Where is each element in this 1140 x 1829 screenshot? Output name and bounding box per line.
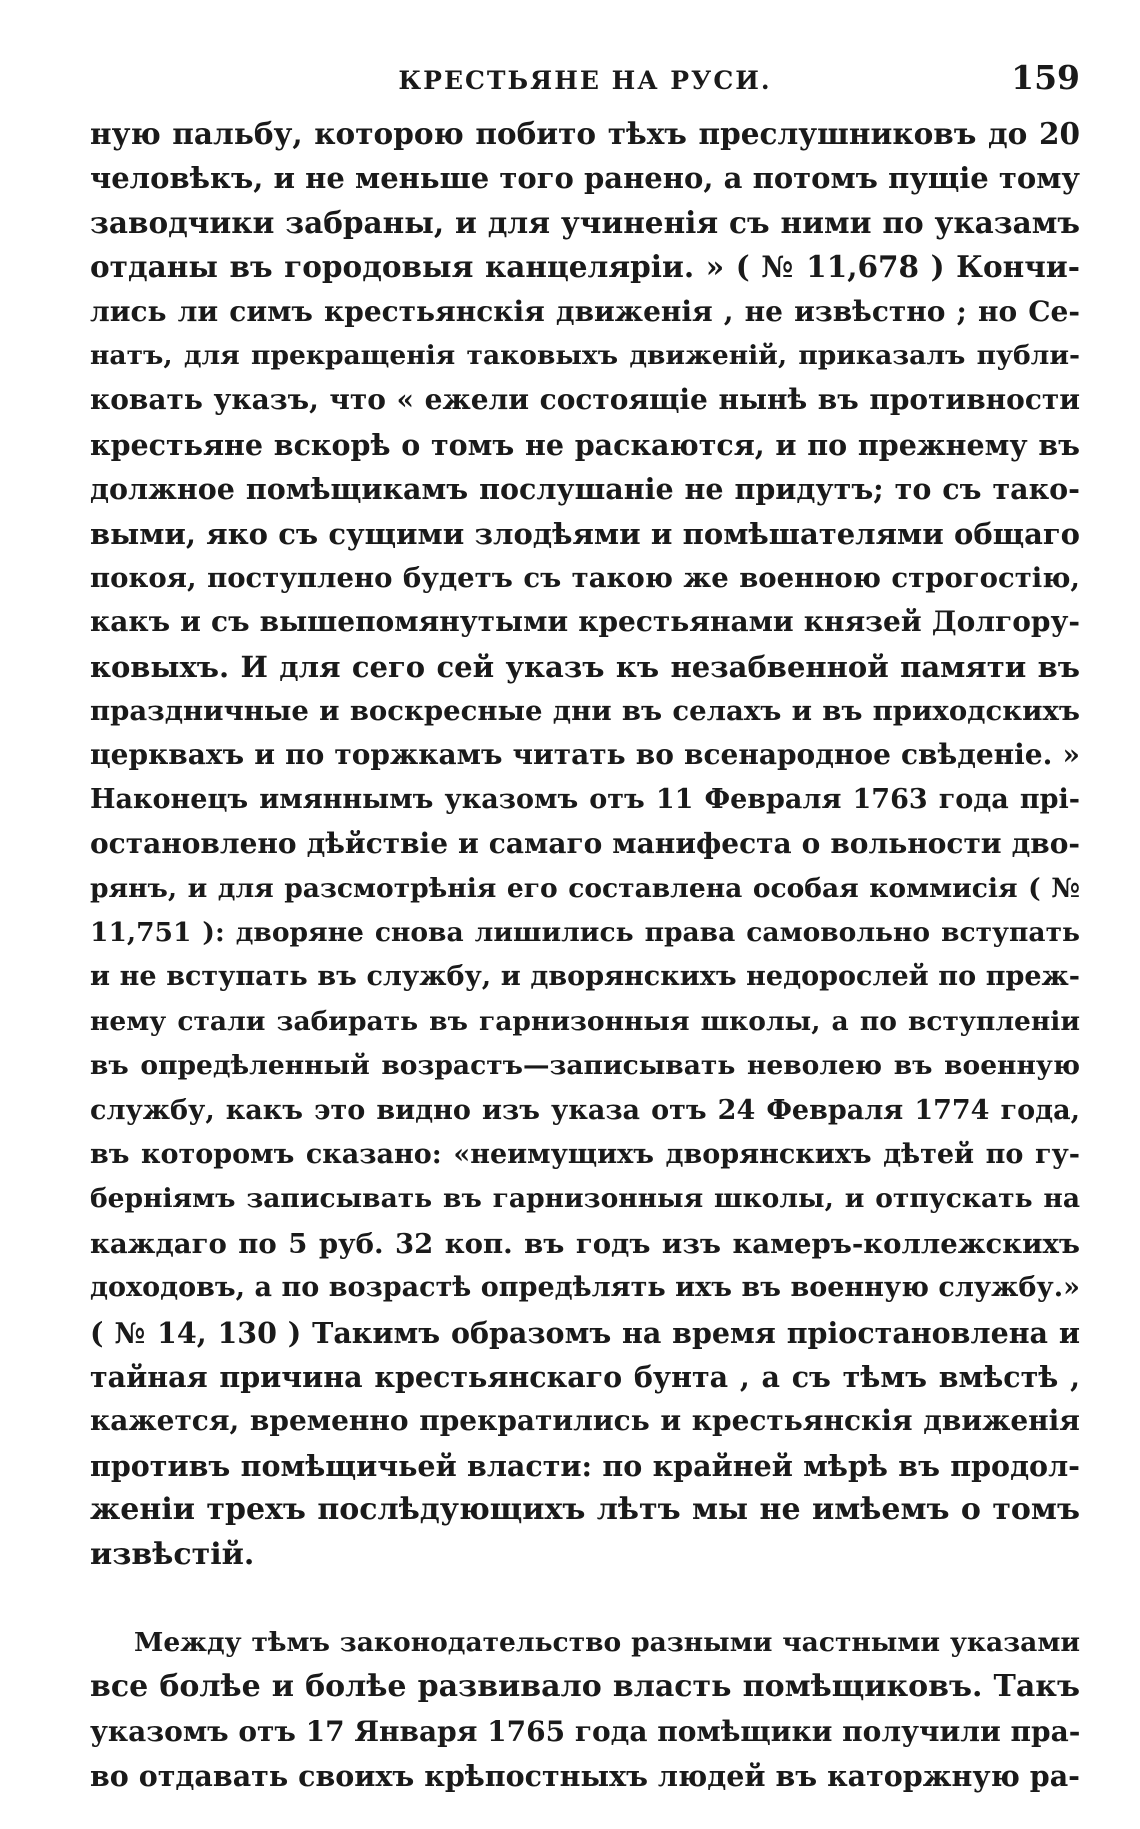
body-text (90, 112, 1080, 1798)
text-line: ную пальбу, которою побито тѣхъ преслушниковъ до 20 (90, 116, 1080, 151)
text-line: каждаго по 5 руб. 32 коп. въ годъ изъ камеръ-коллежскихъ (90, 1227, 1080, 1260)
text-line: все болѣе и болѣе развивало власть помѣщиковъ. Такъ (90, 1669, 1080, 1705)
text-line: ковыхъ. И для сего сей указъ къ незабвенной памяти въ (90, 649, 1080, 684)
paragraph-gap (90, 1577, 1080, 1621)
text-line: берніямъ записывать въ гарнизонныя школы, и отпускать на (90, 1183, 1080, 1215)
text-line: покоя, поступлено будетъ съ такою же военною строгостію, (90, 561, 1080, 594)
text-line: ( № 14, 130 ) Такимъ образомъ на время пріостановлена и (90, 1315, 1080, 1350)
text-line: Между тѣмъ законодательство разными частными указами (134, 1626, 1080, 1658)
text-line: въ опредѣленный возрастъ—записывать неволею въ военную (90, 1050, 1080, 1082)
page-header (90, 58, 1080, 108)
text-line: тайная причина крестьянскаго бунта , а съ тѣмъ вмѣстѣ , (90, 1359, 1080, 1394)
text-line: 11,751 ): дворяне снова лишились права самовольно вступать (90, 917, 1080, 949)
text-line: нему стали забирать въ гарнизонныя школы, а по вступленіи (90, 1005, 1080, 1037)
text-line: извѣстій. (90, 1536, 255, 1572)
text-line: должное помѣщикамъ послушаніе не придутъ; то съ тако- (90, 472, 1080, 507)
text-line: заводчики забраны, и для учиненія съ ними по указамъ (90, 204, 1080, 240)
text-line: отданы въ городовыя канцеляріи. » ( № 11,678 ) Кончи- (90, 249, 1080, 285)
text-line: женіи трехъ послѣдующихъ лѣтъ мы не имѣемъ о томъ (90, 1492, 1080, 1528)
running-title: КРЕСТЬЯНЕ НА РУСИ. (398, 66, 772, 95)
text-line: противъ помѣщичьей власти: по крайней мѣрѣ въ продол- (90, 1448, 1080, 1483)
text-line: ковать указъ, что « ежели состоящіе нынѣ въ противности (90, 383, 1080, 417)
text-line: Наконецъ имяннымъ указомъ отъ 11 Февраля 1763 года прі- (90, 783, 1080, 815)
text-line: въ которомъ сказано: «неимущихъ дворянскихъ дѣтей по гу- (90, 1138, 1080, 1170)
text-line: указомъ отъ 17 Января 1765 года помѣщики получили пра- (90, 1714, 1081, 1748)
paragraph-1 (90, 112, 1080, 1577)
text-line: натъ, для прекращенія таковыхъ движеній, приказалъ публи- (90, 339, 1080, 371)
text-line: и не вступать въ службу, и дворянскихъ недорослей по преж- (90, 961, 1080, 993)
text-line: крестьяне вскорѣ о томъ не раскаются, и по прежнему въ (90, 427, 1080, 462)
text-line: человѣкъ, и не меньше того ранено, а потомъ пущіе тому (90, 161, 1080, 196)
text-line: праздничные и воскресные дни въ селахъ и въ приходскихъ (90, 695, 1080, 728)
text-line: во отдавать своихъ крѣпостныхъ людей въ каторжную ра- (90, 1759, 1080, 1794)
text-line: какъ и съ вышепомянутыми крестьянами князей Долгору- (90, 605, 1080, 639)
text-line: лись ли симъ крестьянскія движенія , не извѣстно ; но Се- (90, 294, 1080, 328)
text-line: остановлено дѣйствіе и самаго манифеста о вольности дво- (90, 827, 1080, 861)
page-number: 159 (1011, 58, 1080, 97)
text-line: рянъ, и для разсмотрѣнія его составлена особая коммисія ( № (90, 872, 1080, 904)
text-line: выми, яко съ сущими злодѣями и помѣшателями общаго (90, 516, 1080, 551)
text-line: церквахъ и по торжкамъ читать во всенародное свѣденіе. » (90, 738, 1080, 772)
paragraph-2 (90, 1621, 1080, 1799)
text-line: кажется, временно прекратились и крестьянскія движенія (90, 1404, 1080, 1438)
text-line: доходовъ, а по возрастѣ опредѣлять ихъ въ военную службу.» (90, 1272, 1080, 1304)
text-line: службу, какъ это видно изъ указа отъ 24 Февраля 1774 года, (90, 1094, 1080, 1126)
